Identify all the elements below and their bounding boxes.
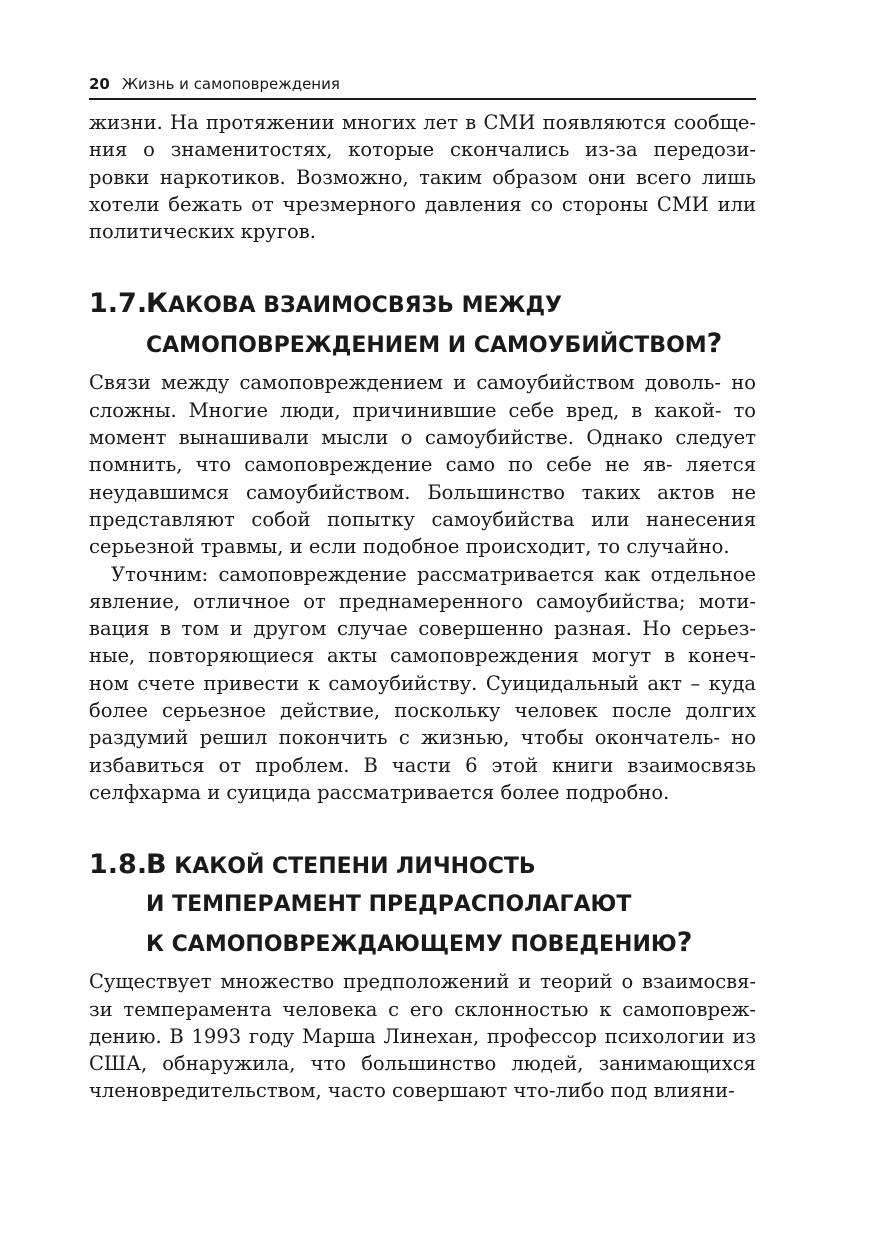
text-line: хотели бежать от чрезмерного давления со стороны СМИ или bbox=[89, 192, 756, 216]
text-line: то случайно. bbox=[597, 535, 730, 559]
section-heading-1-7 bbox=[89, 285, 756, 365]
heading-line-1: КАКОЙ СТЕПЕНИ ЛИЧНОСТЬ bbox=[174, 854, 536, 880]
text-line: селфхарма и суицида рассматривается более подробно. bbox=[89, 780, 670, 804]
intro-text bbox=[89, 109, 756, 245]
heading-question-mark: ? bbox=[676, 927, 693, 959]
text-line: нанесения серьезной травмы, и если подобное происходит, bbox=[89, 507, 756, 559]
section-number: 1.8. bbox=[89, 849, 148, 881]
text-line: Существует множество предположений и теорий о взаимосвя- bbox=[89, 970, 756, 994]
heading-first-letter: В bbox=[146, 849, 167, 881]
heading-line-3: К САМОПОВРЕЖДАЮЩЕМУ ПОВЕДЕНИЮ bbox=[146, 932, 677, 958]
text-line: раздумий решил покончить с жизнью, чтобы окончатель- bbox=[89, 726, 720, 750]
book-page bbox=[89, 72, 756, 1105]
text-line: жизни. На протяжении многих лет в СМИ появляются сообще- bbox=[89, 111, 756, 134]
paragraph bbox=[89, 561, 756, 807]
text-line: но сложны. Многие люди, причинившие себе вред, в какой- bbox=[89, 371, 756, 422]
section-1-8-body bbox=[89, 968, 756, 1104]
text-line: членовредительством, часто совершают что-либо под влияни- bbox=[89, 1079, 735, 1103]
text-line: ровки наркотиков. Возможно, таким образом они всего лишь bbox=[89, 165, 756, 189]
running-head-title: Жизнь и самоповреждения bbox=[121, 75, 340, 93]
text-line: ные, повторяющиеся акты самоповреждения могут в конеч- bbox=[89, 644, 756, 668]
text-line: Связи между самоповреждением и самоубийством доволь- bbox=[89, 371, 721, 395]
text-line: зи темперамента человека с его склонностью к самоповреж- bbox=[89, 997, 756, 1021]
paragraph bbox=[89, 369, 756, 560]
heading-line-2: САМОПОВРЕЖДЕНИЕМ И САМОУБИЙСТВОМ bbox=[146, 333, 707, 359]
running-head bbox=[89, 72, 756, 100]
text-line: следует помнить, что самоповреждение само по себе не яв- bbox=[89, 426, 756, 477]
page-number: 20 bbox=[89, 75, 110, 93]
paragraph bbox=[89, 968, 756, 1104]
heading-question-mark: ? bbox=[706, 328, 723, 360]
text-line: но избавиться от проблем. В части 6 этой книги взаимосвязь bbox=[89, 726, 756, 777]
text-line: Уточним: самоповреждение рассматривается как отдельное bbox=[111, 562, 756, 586]
text-line: ния о знаменитостях, которые скончались из-за передози- bbox=[89, 138, 756, 162]
heading-line-2: И ТЕМПЕРАМЕНТ ПРЕДРАСПОЛАГАЮТ bbox=[146, 892, 632, 918]
section-number: 1.7. bbox=[89, 288, 148, 320]
text-line: явление, отличное от преднамеренного самоубийства; моти- bbox=[89, 589, 756, 613]
section-heading-1-8 bbox=[89, 846, 756, 964]
text-line: вация в том и другом случае совершенно разная. Но серьез- bbox=[89, 617, 756, 641]
text-line: ляется неудавшимся самоубийством. Большинство таких bbox=[89, 453, 756, 504]
text-line: то момент вынашивали мысли о самоубийстве. Однако bbox=[89, 398, 756, 450]
heading-line-1: АКОВА ВЗАИМОСВЯЗЬ МЕЖДУ bbox=[168, 293, 562, 319]
text-line: дению. В 1993 году Марша Линехан, профессор психологии из bbox=[89, 1024, 756, 1048]
text-line: США, обнаружила, что большинство людей, занимающихся bbox=[89, 1052, 756, 1076]
text-line: политических кругов. bbox=[89, 220, 316, 244]
heading-first-letter: К bbox=[146, 288, 169, 320]
text-line: более серьезное действие, поскольку человек после долгих bbox=[89, 699, 756, 723]
intro-paragraph bbox=[89, 109, 756, 245]
text-line: ном счете привести к самоубийству. Суицидальный акт – куда bbox=[89, 671, 756, 695]
text-line: актов не представляют собой попытку самоубийства или bbox=[89, 480, 756, 531]
section-1-7-body bbox=[89, 369, 756, 806]
